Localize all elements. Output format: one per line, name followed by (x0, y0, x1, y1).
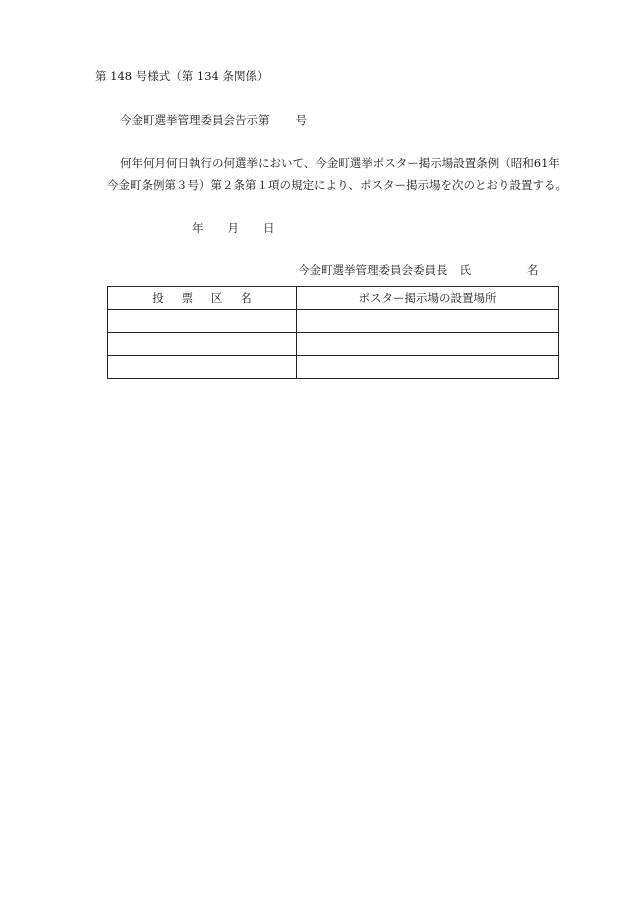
date-line (192, 220, 275, 236)
table-row (108, 310, 559, 333)
body-text-line-2: 今金町条例第３号）第２条第１項の規定により、ポスター掲示場を次のとおり設置する。 (107, 178, 567, 192)
table-cell-location (297, 333, 559, 356)
body-text-line-1: 何年何月何日執行の何選挙において、今金町選挙ポスター掲示場設置条例（昭和61年 (120, 156, 560, 170)
signature-title: 今金町選挙管理委員会委員長 (298, 263, 448, 277)
table-row (108, 333, 559, 356)
table-row (108, 356, 559, 379)
poster-sites-table (107, 286, 559, 379)
notice-title-suffix: 号 (295, 113, 307, 127)
table-cell-district (108, 356, 297, 379)
notice-title-prefix: 今金町選挙管理委員会告示第 (120, 113, 270, 127)
table-cell-location (297, 356, 559, 379)
notice-title (120, 112, 307, 128)
date-day: 日 (263, 221, 275, 235)
table-cell-district (108, 333, 297, 356)
date-year: 年 (192, 221, 204, 235)
signature-given-name: 名 (527, 263, 539, 277)
table-header-row (108, 287, 559, 310)
header-poster-site-location: ポスター掲示場の設置場所 (297, 287, 559, 310)
table-cell-location (297, 310, 559, 333)
signature-line (298, 262, 539, 278)
signature-family-name: 氏 (459, 263, 471, 277)
date-month: 月 (227, 221, 239, 235)
header-voting-district: 投票区名 (108, 287, 297, 310)
form-number: 第 148 号様式（第 134 条関係） (95, 69, 269, 83)
table-cell-district (108, 310, 297, 333)
